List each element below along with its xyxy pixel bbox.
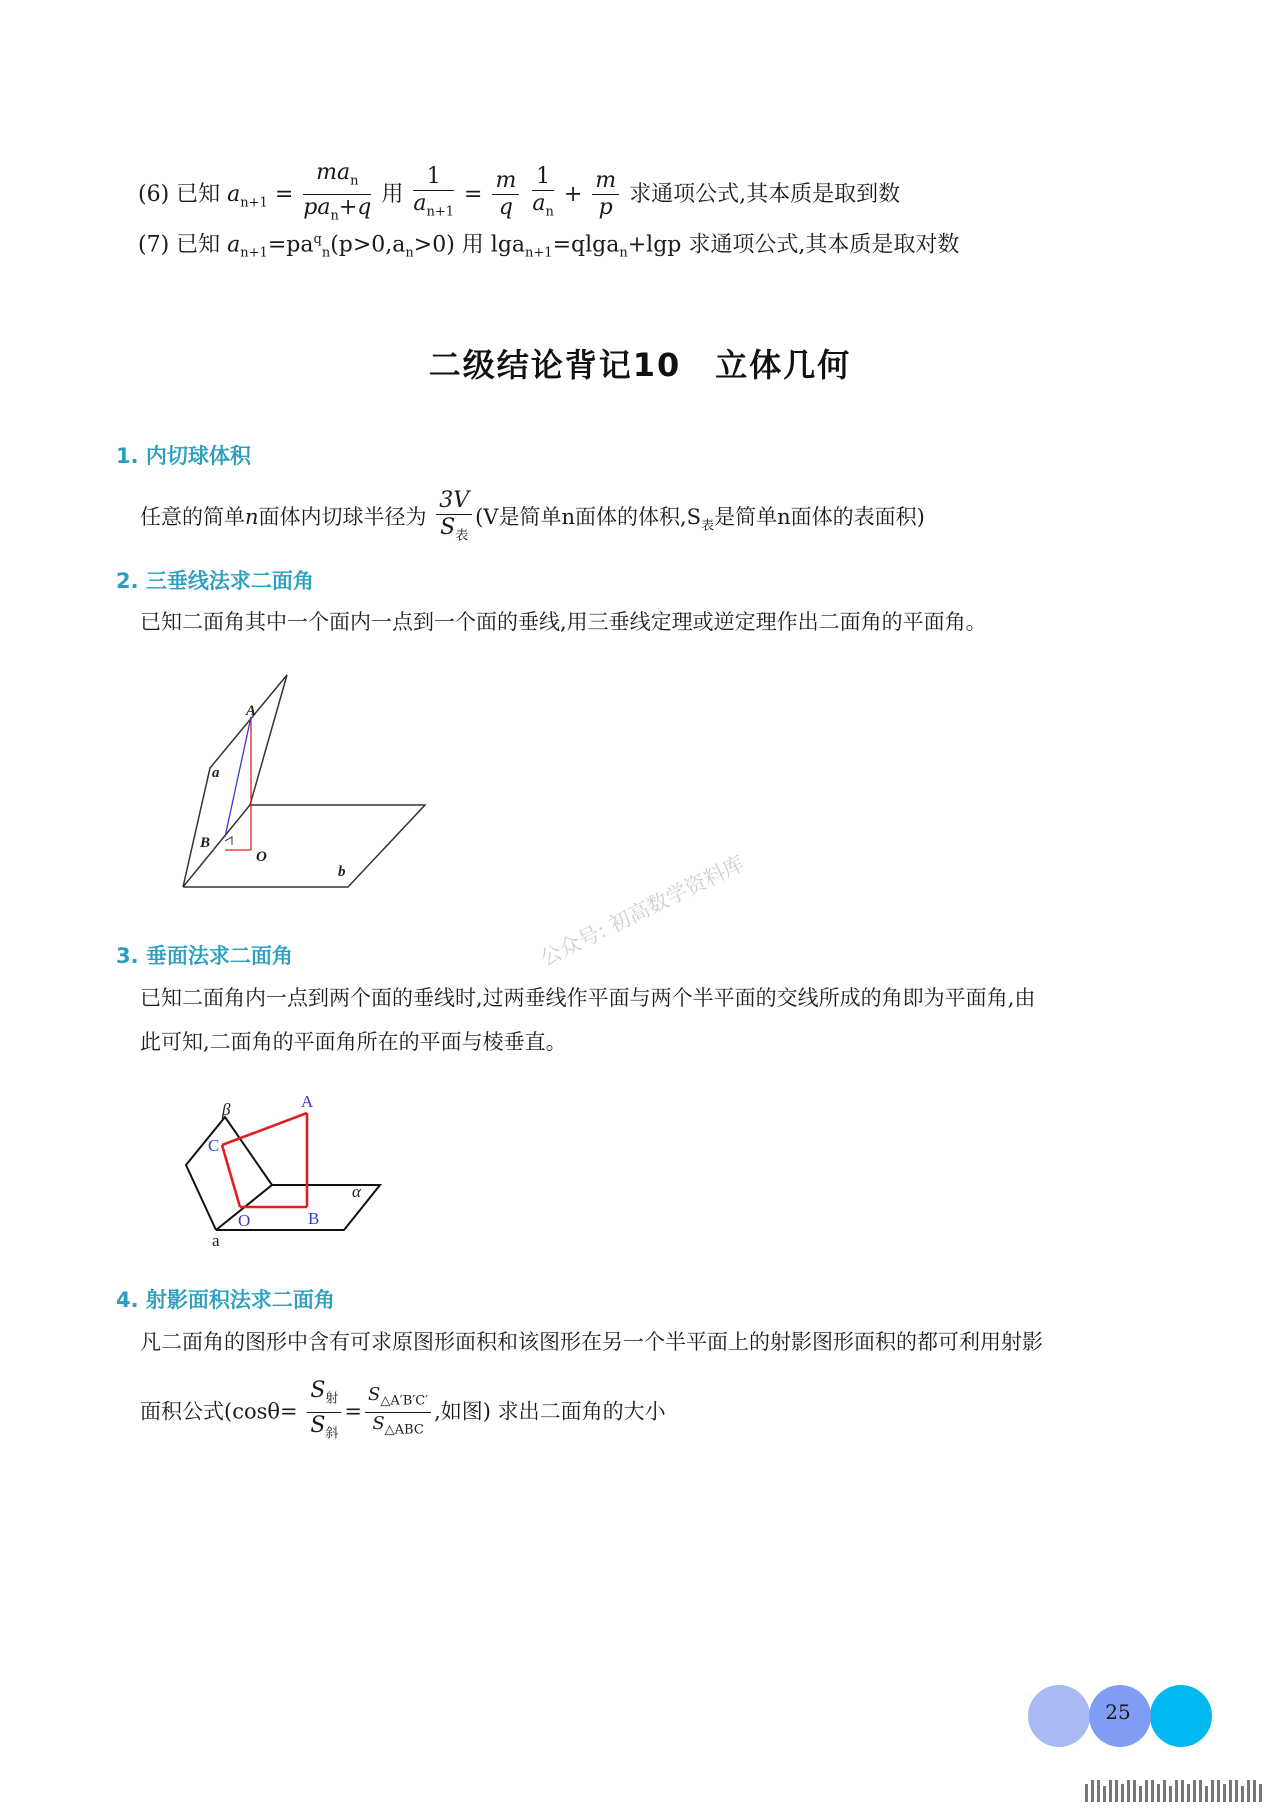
- formula-7-sub4: n: [619, 245, 628, 261]
- frac1-num-sub: n: [350, 173, 359, 189]
- frac4-den-sub: n: [545, 204, 554, 220]
- fig1-plane-a-edge: [183, 675, 287, 887]
- fig2-line-AC: [222, 1113, 307, 1145]
- frac1-den: pa: [303, 195, 331, 221]
- fig1-label-O: O: [256, 849, 267, 865]
- s1-frac-den: S: [440, 515, 456, 540]
- formula-6-frac4: [532, 164, 554, 225]
- s1-frac: [436, 488, 472, 549]
- formula-7-sub2: n: [321, 245, 331, 261]
- section-4-text-1: 凡二面角的图形中含有可求原图形面积和该图形在另一个半平面上的射影图形面积的都可利用射影: [140, 1330, 1043, 1354]
- page-number: 25: [1105, 1700, 1131, 1724]
- formula-7-cond: (p>0,a: [330, 232, 406, 258]
- fig2-label-O: O: [238, 1211, 251, 1230]
- section-4-formula: [140, 1378, 666, 1448]
- s4-pre: 面积公式(cosθ=: [140, 1399, 298, 1424]
- s4-f2-den: S: [372, 1413, 385, 1435]
- fig2-label-C: C: [208, 1136, 220, 1155]
- fig2-label-B: B: [308, 1209, 320, 1228]
- page-badge-left-circle: [1028, 1685, 1090, 1747]
- frac2-num: 1: [413, 164, 454, 191]
- formula-7-cond-sub: n: [405, 245, 414, 261]
- frac4-den: a: [532, 191, 546, 217]
- s1-paren: (V是简单n面体的体积,S: [475, 505, 702, 530]
- s4-f2-den-sub: △ABC: [384, 1422, 424, 1438]
- formula-6-frac1: [303, 160, 371, 230]
- section-4-heading: 4. 射影面积法求二面角: [116, 1288, 335, 1312]
- fig1-label-B: B: [200, 835, 211, 851]
- fig2-label-a: a: [212, 1231, 220, 1250]
- formula-6-label: (6) 已知: [138, 181, 221, 207]
- s4-frac1: [307, 1378, 341, 1448]
- frac5-num: m: [595, 168, 617, 194]
- frac4-num: 1: [532, 164, 554, 191]
- formula-7-cond-tail: >0) 用 lga: [413, 232, 526, 258]
- s4-f2-num: S: [368, 1383, 381, 1405]
- frac5-den: p: [598, 195, 613, 221]
- s4-f1-den-sub: 斜: [325, 1426, 339, 1442]
- formula-7-rhs: =qlga: [552, 232, 620, 258]
- bottom-bar-decoration: [1085, 1780, 1265, 1802]
- s1-mid: 面体内切球半径为: [258, 505, 427, 530]
- section-3-text-2: 此可知,二面角的平面角所在的平面与棱垂直。: [140, 1030, 567, 1054]
- s4-f1-num: S: [310, 1378, 326, 1403]
- s1-frac-den-sub: 表: [455, 528, 469, 544]
- chapter-title: 二级结论背记10 立体几何: [428, 346, 852, 384]
- watermark: 公众号: 初高数学资料库: [536, 851, 749, 971]
- fig2-label-alpha: α: [352, 1182, 361, 1201]
- fig1-label-b: b: [338, 864, 346, 880]
- frac3-den: q: [498, 195, 513, 221]
- s1-frac-num: 3V: [439, 488, 470, 513]
- fig2-line-CO: [222, 1145, 240, 1207]
- frac3-num: m: [495, 168, 517, 194]
- section-3-heading: 3. 垂面法求二面角: [116, 944, 293, 968]
- s4-f1-num-sub: 射: [325, 1391, 339, 1407]
- formula-6-tail: 求通项公式,其本质是取到数: [629, 181, 901, 207]
- frac1-den-tail: +q: [338, 195, 372, 221]
- formula-7: [138, 225, 959, 269]
- frac1-den-sub: n: [330, 208, 339, 224]
- fig2-label-A: A: [301, 1092, 314, 1111]
- formula-7-tail: 求通项公式,其本质是取对数: [688, 232, 960, 258]
- formula-7-a: a: [227, 232, 241, 258]
- formula-7-sup: q: [313, 232, 322, 247]
- section-2-heading: 2. 三垂线法求二面角: [116, 569, 314, 593]
- s4-frac2: [365, 1384, 431, 1442]
- fig1-right-angle-mark: [225, 837, 232, 845]
- formula-6-lhs-sub: n+1: [240, 195, 268, 211]
- formula-6: (6) 已知 $a_{n+1}$ = $\frac{ma_n}{pa_n+q}$ 用 $\frac{1}{a_{n+1}}$ = $\frac{m}{q}$ $\frac{1}{a_n}$ + $\frac{m}{p}$ 求通项公式,其本质是取到数: [138, 160, 900, 230]
- section-2-text: 已知二面角其中一个面内一点到一个面的垂线,用三垂线定理或逆定理作出二面角的平面角。: [140, 610, 987, 634]
- s1-paren-tail: 是简单n面体的表面积): [714, 505, 925, 530]
- formula-7-sub3: n+1: [525, 245, 553, 261]
- figure-three-perpendiculars: [170, 665, 440, 905]
- s4-tail: ,如图) 求出二面角的大小: [434, 1399, 666, 1424]
- s4-f1-den: S: [310, 1413, 326, 1439]
- fig1-plane-b: [183, 805, 425, 887]
- fig2-label-beta: β: [222, 1100, 231, 1119]
- formula-6-frac5: [592, 168, 619, 221]
- s1-pre: 任意的简单: [140, 505, 245, 530]
- page-badge-right-circle: [1150, 1685, 1212, 1747]
- formula-7-sub1: n+1: [240, 245, 268, 261]
- s4-eq: =: [344, 1399, 363, 1424]
- formula-7-label: (7) 已知: [138, 232, 221, 258]
- fig1-label-A: A: [246, 703, 257, 719]
- formula-6-frac2: [413, 164, 454, 225]
- section-3-text-1: 已知二面角内一点到两个面的垂线时,过两垂线作平面与两个半平面的交线所成的角即为平面角,由: [140, 986, 1036, 1010]
- s4-f2-num-sub: △A′B′C′: [380, 1393, 429, 1409]
- fig1-label-a: a: [212, 765, 220, 781]
- formula-7-eq: =pa: [267, 232, 314, 258]
- fig1-plane-a-left: [183, 675, 287, 887]
- figure-perpendicular-plane: [180, 1085, 400, 1250]
- frac1-num: ma: [316, 160, 351, 185]
- formula-6-frac3: [492, 168, 519, 221]
- frac2-den: a: [413, 191, 427, 217]
- frac2-den-sub: n+1: [426, 204, 455, 220]
- formula-6-lhs: a: [227, 181, 241, 207]
- section-1-heading: 1. 内切球体积: [116, 444, 251, 468]
- section-1-text: [140, 488, 925, 549]
- formula-7-rhs-tail: +lgp: [627, 232, 682, 258]
- s1-paren-sub: 表: [701, 518, 715, 534]
- formula-6-use: 用: [381, 181, 404, 207]
- s1-n: n: [245, 505, 259, 530]
